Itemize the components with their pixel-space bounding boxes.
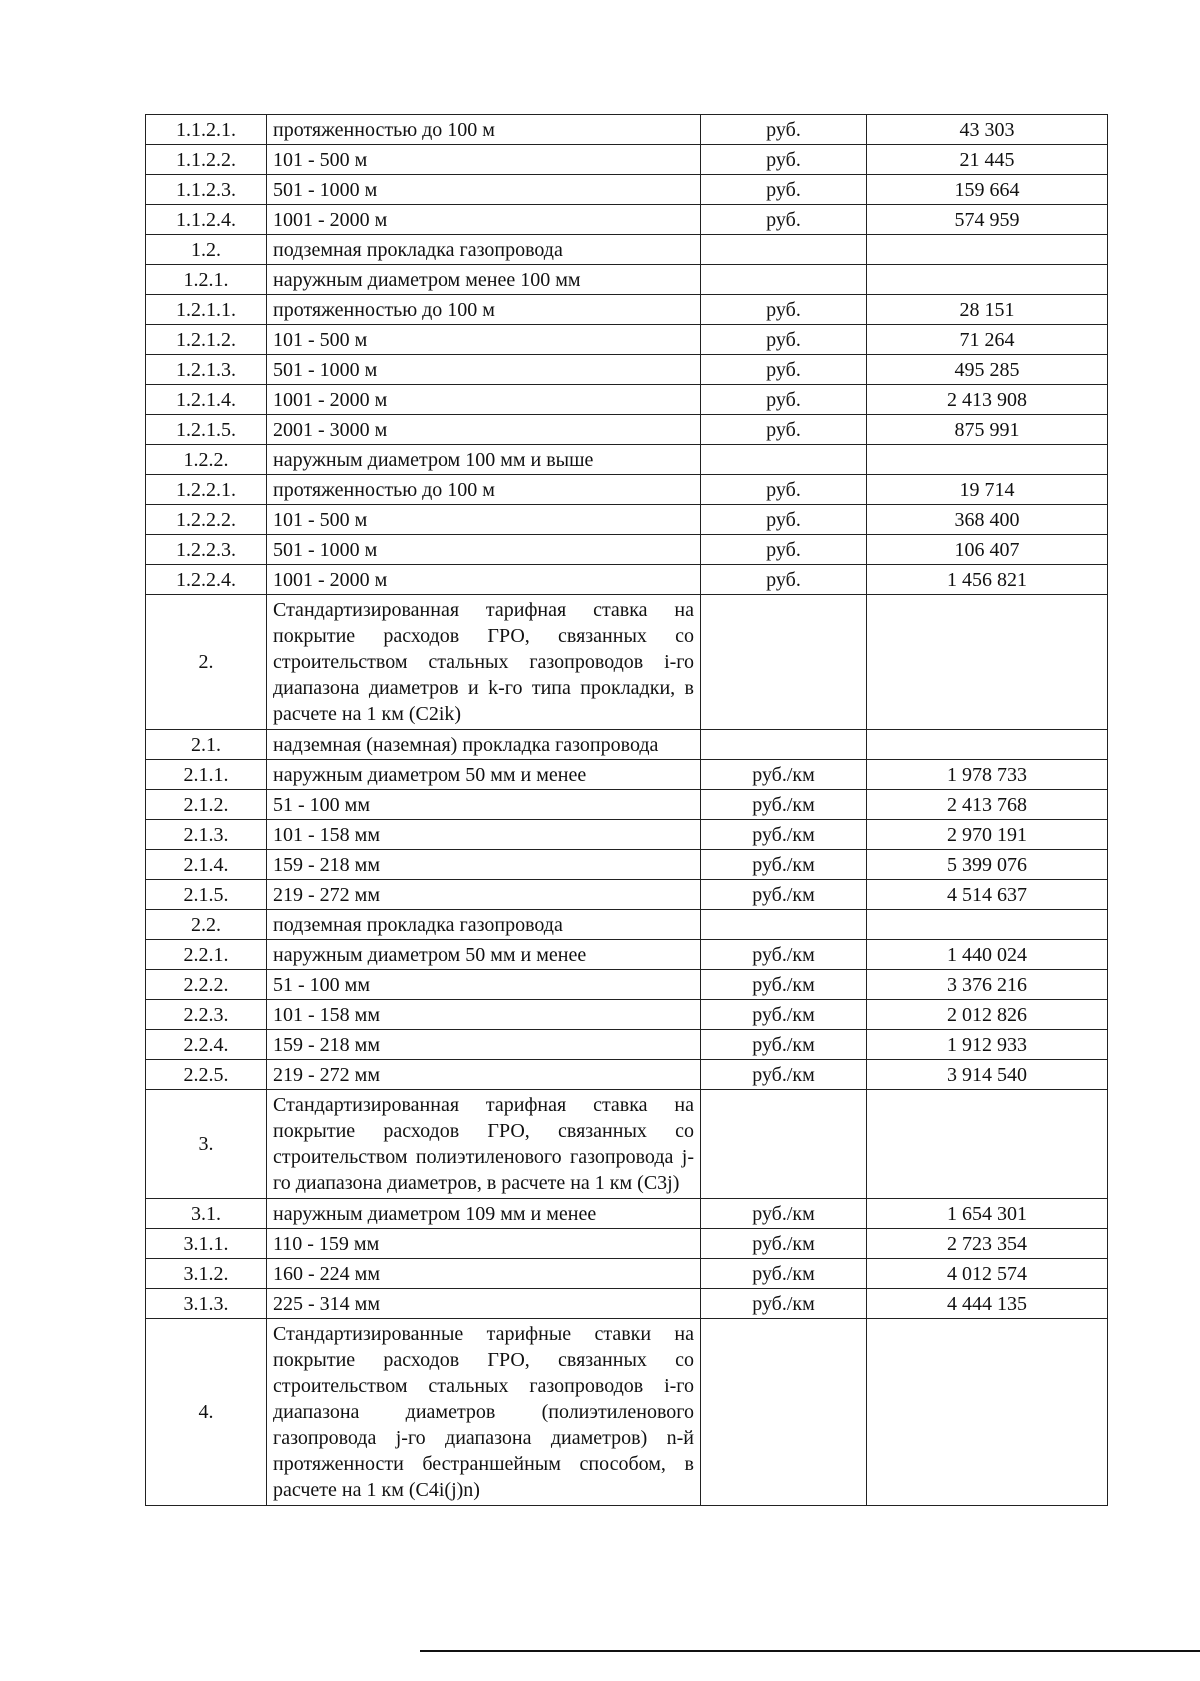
row-number-cell: 1.1.2.4. <box>146 205 267 235</box>
table-row <box>146 880 1108 910</box>
row-unit-cell: руб. <box>701 475 867 505</box>
row-unit-cell: руб. <box>701 145 867 175</box>
row-description-cell: 225 - 314 мм <box>267 1289 701 1319</box>
table-row <box>146 1199 1108 1229</box>
row-value-cell: 2 723 354 <box>867 1229 1108 1259</box>
row-value-cell: 368 400 <box>867 505 1108 535</box>
row-description-cell: 501 - 1000 м <box>267 175 701 205</box>
row-unit-cell: руб./км <box>701 970 867 1000</box>
row-description-cell: 160 - 224 мм <box>267 1259 701 1289</box>
row-value-cell <box>867 1090 1108 1199</box>
row-description-cell: Стандартизированные тарифные ставки на покрытие расходов ГРО, связанных со строительством стальных газопроводов i-го диапазона диаметров (полиэтиленового газопровода j-го диапазона диаметров) n-й протяженности бестраншейным способом, в расчете на 1 км (C4i(j)n) <box>267 1319 701 1506</box>
row-number-cell: 3.1.1. <box>146 1229 267 1259</box>
row-value-cell: 106 407 <box>867 535 1108 565</box>
row-value-cell: 2 970 191 <box>867 820 1108 850</box>
row-value-cell: 159 664 <box>867 175 1108 205</box>
row-unit-cell <box>701 235 867 265</box>
row-value-cell: 574 959 <box>867 205 1108 235</box>
row-value-cell: 43 303 <box>867 115 1108 145</box>
table-row <box>146 595 1108 730</box>
row-unit-cell <box>701 445 867 475</box>
table-row <box>146 1229 1108 1259</box>
row-description-cell: 51 - 100 мм <box>267 790 701 820</box>
row-description-cell: 501 - 1000 м <box>267 535 701 565</box>
row-unit-cell: руб. <box>701 175 867 205</box>
row-value-cell: 3 914 540 <box>867 1060 1108 1090</box>
row-unit-cell: руб. <box>701 355 867 385</box>
row-value-cell: 2 413 768 <box>867 790 1108 820</box>
row-unit-cell: руб./км <box>701 790 867 820</box>
row-number-cell: 1.2.2.3. <box>146 535 267 565</box>
row-description-cell: 219 - 272 мм <box>267 880 701 910</box>
row-unit-cell: руб. <box>701 115 867 145</box>
table-row <box>146 1259 1108 1289</box>
row-unit-cell: руб./км <box>701 1229 867 1259</box>
row-unit-cell <box>701 730 867 760</box>
row-unit-cell: руб./км <box>701 1030 867 1060</box>
row-value-cell: 4 514 637 <box>867 880 1108 910</box>
table-row <box>146 1319 1108 1506</box>
row-value-cell: 21 445 <box>867 145 1108 175</box>
row-number-cell: 4. <box>146 1319 267 1506</box>
table-row <box>146 325 1108 355</box>
row-description-cell: наружным диаметром 109 мм и менее <box>267 1199 701 1229</box>
table-row <box>146 940 1108 970</box>
table-row <box>146 1060 1108 1090</box>
row-unit-cell: руб./км <box>701 1000 867 1030</box>
table-row <box>146 265 1108 295</box>
row-value-cell <box>867 265 1108 295</box>
row-unit-cell: руб./км <box>701 850 867 880</box>
row-unit-cell: руб. <box>701 535 867 565</box>
row-description-cell: подземная прокладка газопровода <box>267 910 701 940</box>
row-description-cell: протяженностью до 100 м <box>267 115 701 145</box>
row-number-cell: 1.2.1.4. <box>146 385 267 415</box>
row-number-cell: 1.2.1.5. <box>146 415 267 445</box>
table-row <box>146 970 1108 1000</box>
row-unit-cell <box>701 910 867 940</box>
row-number-cell: 1.2.2.2. <box>146 505 267 535</box>
row-description-cell: наружным диаметром менее 100 мм <box>267 265 701 295</box>
row-number-cell: 3.1.3. <box>146 1289 267 1319</box>
row-description-cell: подземная прокладка газопровода <box>267 235 701 265</box>
row-unit-cell: руб./км <box>701 1199 867 1229</box>
row-description-cell: наружным диаметром 50 мм и менее <box>267 940 701 970</box>
row-value-cell: 2 012 826 <box>867 1000 1108 1030</box>
row-value-cell: 495 285 <box>867 355 1108 385</box>
row-description-cell: 1001 - 2000 м <box>267 205 701 235</box>
row-description-cell: наружным диаметром 100 мм и выше <box>267 445 701 475</box>
row-number-cell: 1.2.2. <box>146 445 267 475</box>
row-description-cell: наружным диаметром 50 мм и менее <box>267 760 701 790</box>
row-unit-cell: руб./км <box>701 1060 867 1090</box>
row-value-cell: 875 991 <box>867 415 1108 445</box>
row-description-cell: 501 - 1000 м <box>267 355 701 385</box>
row-unit-cell: руб. <box>701 325 867 355</box>
table-row <box>146 235 1108 265</box>
row-unit-cell: руб. <box>701 565 867 595</box>
row-number-cell: 1.2.1.3. <box>146 355 267 385</box>
table-row <box>146 565 1108 595</box>
row-description-cell: 101 - 158 мм <box>267 820 701 850</box>
row-number-cell: 2.2.4. <box>146 1030 267 1060</box>
row-description-cell: 159 - 218 мм <box>267 1030 701 1060</box>
table-row <box>146 175 1108 205</box>
row-value-cell: 19 714 <box>867 475 1108 505</box>
row-unit-cell: руб. <box>701 415 867 445</box>
row-value-cell <box>867 730 1108 760</box>
table-row <box>146 820 1108 850</box>
row-value-cell <box>867 445 1108 475</box>
row-value-cell: 4 444 135 <box>867 1289 1108 1319</box>
row-number-cell: 1.1.2.2. <box>146 145 267 175</box>
row-description-cell: надземная (наземная) прокладка газопровода <box>267 730 701 760</box>
row-unit-cell: руб./км <box>701 1289 867 1319</box>
footer-rule <box>420 1650 1200 1652</box>
row-unit-cell: руб. <box>701 205 867 235</box>
row-value-cell: 2 413 908 <box>867 385 1108 415</box>
row-value-cell: 1 978 733 <box>867 760 1108 790</box>
row-number-cell: 2.1.2. <box>146 790 267 820</box>
row-number-cell: 2.2. <box>146 910 267 940</box>
row-description-cell: 110 - 159 мм <box>267 1229 701 1259</box>
row-number-cell: 1.1.2.1. <box>146 115 267 145</box>
row-value-cell: 28 151 <box>867 295 1108 325</box>
row-number-cell: 2.1. <box>146 730 267 760</box>
table-row <box>146 475 1108 505</box>
row-description-cell: 2001 - 3000 м <box>267 415 701 445</box>
row-value-cell: 5 399 076 <box>867 850 1108 880</box>
row-value-cell <box>867 595 1108 730</box>
table-row <box>146 535 1108 565</box>
table-row <box>146 295 1108 325</box>
row-unit-cell: руб./км <box>701 880 867 910</box>
row-value-cell <box>867 910 1108 940</box>
row-number-cell: 2.1.3. <box>146 820 267 850</box>
row-description-cell: 101 - 500 м <box>267 505 701 535</box>
row-number-cell: 2.2.2. <box>146 970 267 1000</box>
row-value-cell <box>867 235 1108 265</box>
row-unit-cell: руб. <box>701 385 867 415</box>
table-row <box>146 760 1108 790</box>
row-description-cell: 1001 - 2000 м <box>267 385 701 415</box>
row-unit-cell <box>701 265 867 295</box>
row-value-cell: 1 440 024 <box>867 940 1108 970</box>
tariff-rates-table <box>145 114 1108 1506</box>
row-number-cell: 1.2.1.1. <box>146 295 267 325</box>
table-row <box>146 1000 1108 1030</box>
row-value-cell: 1 456 821 <box>867 565 1108 595</box>
row-number-cell: 2.1.4. <box>146 850 267 880</box>
row-value-cell: 3 376 216 <box>867 970 1108 1000</box>
row-description-cell: протяженностью до 100 м <box>267 475 701 505</box>
row-description-cell: 159 - 218 мм <box>267 850 701 880</box>
row-number-cell: 1.2.2.4. <box>146 565 267 595</box>
row-number-cell: 2.1.1. <box>146 760 267 790</box>
table-row <box>146 910 1108 940</box>
row-number-cell: 1.2. <box>146 235 267 265</box>
row-number-cell: 2.2.1. <box>146 940 267 970</box>
table-row <box>146 355 1108 385</box>
row-description-cell: Стандартизированная тарифная ставка на покрытие расходов ГРО, связанных со строительством полиэтиленового газопровода j-го диапазона диаметров, в расчете на 1 км (C3j) <box>267 1090 701 1199</box>
row-description-cell: 101 - 500 м <box>267 145 701 175</box>
tariff-table-body <box>146 115 1108 1506</box>
row-number-cell: 1.2.1.2. <box>146 325 267 355</box>
table-row <box>146 205 1108 235</box>
row-unit-cell: руб. <box>701 295 867 325</box>
table-row <box>146 415 1108 445</box>
row-number-cell: 2.1.5. <box>146 880 267 910</box>
table-row <box>146 790 1108 820</box>
row-unit-cell <box>701 1090 867 1199</box>
table-row <box>146 385 1108 415</box>
row-description-cell: 51 - 100 мм <box>267 970 701 1000</box>
table-row <box>146 505 1108 535</box>
row-description-cell: 101 - 500 м <box>267 325 701 355</box>
row-description-cell: Стандартизированная тарифная ставка на покрытие расходов ГРО, связанных со строительством стальных газопроводов i-го диапазона диаметров и k-го типа прокладки, в расчете на 1 км (C2ik) <box>267 595 701 730</box>
row-number-cell: 3. <box>146 1090 267 1199</box>
row-unit-cell: руб./км <box>701 760 867 790</box>
table-row <box>146 115 1108 145</box>
row-number-cell: 3.1.2. <box>146 1259 267 1289</box>
row-number-cell: 3.1. <box>146 1199 267 1229</box>
row-number-cell: 2.2.3. <box>146 1000 267 1030</box>
row-number-cell: 2.2.5. <box>146 1060 267 1090</box>
row-value-cell: 1 912 933 <box>867 1030 1108 1060</box>
row-unit-cell: руб. <box>701 505 867 535</box>
table-row <box>146 850 1108 880</box>
row-number-cell: 2. <box>146 595 267 730</box>
table-row <box>146 730 1108 760</box>
row-description-cell: 1001 - 2000 м <box>267 565 701 595</box>
row-unit-cell: руб./км <box>701 940 867 970</box>
row-number-cell: 1.2.1. <box>146 265 267 295</box>
row-description-cell: протяженностью до 100 м <box>267 295 701 325</box>
row-description-cell: 219 - 272 мм <box>267 1060 701 1090</box>
table-row <box>146 1030 1108 1060</box>
table-row <box>146 1090 1108 1199</box>
row-value-cell: 71 264 <box>867 325 1108 355</box>
row-value-cell: 1 654 301 <box>867 1199 1108 1229</box>
row-unit-cell: руб./км <box>701 1259 867 1289</box>
row-number-cell: 1.2.2.1. <box>146 475 267 505</box>
row-description-cell: 101 - 158 мм <box>267 1000 701 1030</box>
row-value-cell <box>867 1319 1108 1506</box>
row-unit-cell: руб./км <box>701 820 867 850</box>
row-value-cell: 4 012 574 <box>867 1259 1108 1289</box>
table-row <box>146 445 1108 475</box>
row-unit-cell <box>701 1319 867 1506</box>
table-row <box>146 145 1108 175</box>
row-unit-cell <box>701 595 867 730</box>
table-row <box>146 1289 1108 1319</box>
row-number-cell: 1.1.2.3. <box>146 175 267 205</box>
